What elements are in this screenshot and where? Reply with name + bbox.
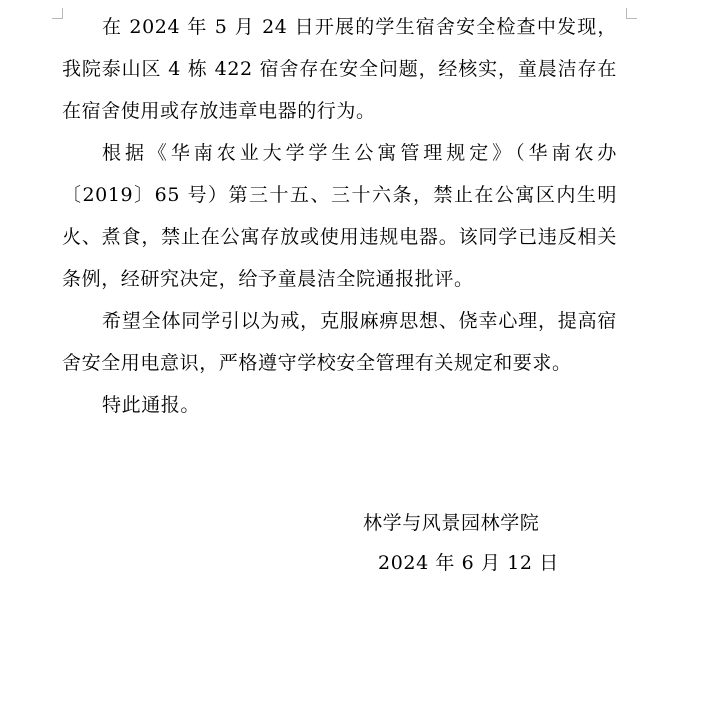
- paragraph-inspection-finding: 在 2024 年 5 月 24 日开展的学生宿舍安全检查中发现，我院泰山区 4 栋 422 宿舍存在安全问题，经核实，童晨洁存在在宿舍使用或存放违章电器的行为。: [62, 16, 617, 122]
- paragraph-regulation-basis: 根据《华南农业大学学生公寓管理规定》（华南农办〔2019〕65 号）第三十五、三十六条，禁止在公寓区内生明火、煮食，禁止在公寓存放或使用违规电器。该同学已违反相关条例，经研究决定，给予童晨洁全院通报批评。: [62, 142, 617, 290]
- signature-organization: 林学与风景园林学院: [363, 512, 540, 534]
- paragraph-warning: 希望全体同学引以为戒，克服麻痹思想、侥幸心理，提高宿舍安全用电意识，严格遵守学校安全管理有关规定和要求。: [62, 310, 617, 374]
- signature-block: [300, 503, 600, 583]
- document-body: [62, 6, 617, 426]
- signature-date: 2024 年 6 月 12 日: [378, 552, 559, 574]
- paragraph-closing: 特此通报。: [102, 394, 201, 416]
- margin-corner-mark-right: [626, 8, 637, 19]
